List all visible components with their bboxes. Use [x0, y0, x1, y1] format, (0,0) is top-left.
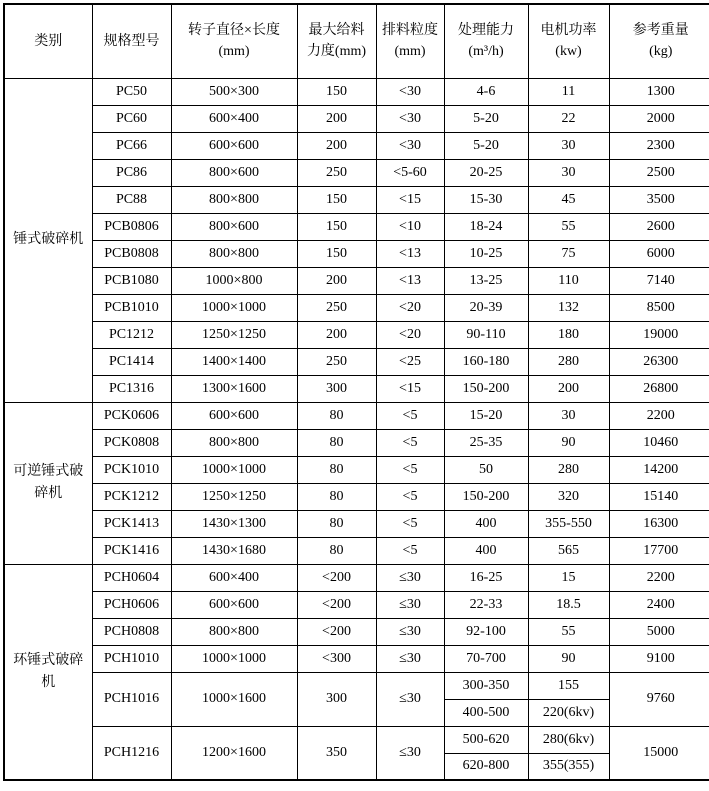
- table-row: [4, 456, 709, 483]
- table-row: [4, 186, 709, 213]
- cell-power: 55: [528, 618, 609, 645]
- cell-model: PC88: [92, 186, 171, 213]
- column-header-discharge: 排料粒度 (mm): [376, 4, 444, 78]
- table-row: [4, 348, 709, 375]
- table-row: [4, 672, 709, 699]
- cell-weight: 9100: [609, 645, 709, 672]
- column-header-capacity: 处理能力 (m³/h): [444, 4, 528, 78]
- cell-discharge: <5-60: [376, 159, 444, 186]
- cell-weight: 2600: [609, 213, 709, 240]
- cell-rotor: 1000×1600: [171, 672, 297, 726]
- cell-discharge: <25: [376, 348, 444, 375]
- cell-capacity: 150-200: [444, 483, 528, 510]
- cell-model: PCK1212: [92, 483, 171, 510]
- table-row: [4, 483, 709, 510]
- cell-rotor: 800×800: [171, 240, 297, 267]
- cell-feed: 300: [297, 672, 376, 726]
- cell-model: PC86: [92, 159, 171, 186]
- cell-power: 90: [528, 429, 609, 456]
- cell-feed: 150: [297, 213, 376, 240]
- cell-model: PC66: [92, 132, 171, 159]
- table-row: [4, 240, 709, 267]
- cell-power: 200: [528, 375, 609, 402]
- table-row: [4, 321, 709, 348]
- cell-feed: 200: [297, 267, 376, 294]
- cell-weight: 7140: [609, 267, 709, 294]
- cell-weight: 26300: [609, 348, 709, 375]
- cell-discharge: <5: [376, 537, 444, 564]
- cell-feed: <300: [297, 645, 376, 672]
- cell-weight: 5000: [609, 618, 709, 645]
- cell-weight: 9760: [609, 672, 709, 726]
- cell-capacity: 620-800: [444, 753, 528, 780]
- cell-capacity: 16-25: [444, 564, 528, 591]
- cell-discharge: <5: [376, 429, 444, 456]
- table-header: [4, 4, 709, 78]
- cell-weight: 10460: [609, 429, 709, 456]
- table-row: [4, 429, 709, 456]
- cell-rotor: 800×800: [171, 618, 297, 645]
- cell-model: PCH0606: [92, 591, 171, 618]
- cell-capacity: 20-39: [444, 294, 528, 321]
- cell-discharge: ≤30: [376, 564, 444, 591]
- cell-power: 18.5: [528, 591, 609, 618]
- cell-model: PC1212: [92, 321, 171, 348]
- category-cell: 可逆锤式破 碎机: [4, 402, 92, 564]
- column-header-model: 规格型号: [92, 4, 171, 78]
- cell-discharge: <5: [376, 483, 444, 510]
- cell-feed: <200: [297, 564, 376, 591]
- cell-capacity: 5-20: [444, 132, 528, 159]
- cell-rotor: 1200×1600: [171, 726, 297, 780]
- cell-power: 45: [528, 186, 609, 213]
- cell-capacity: 400: [444, 510, 528, 537]
- cell-feed: <200: [297, 591, 376, 618]
- cell-power: 22: [528, 105, 609, 132]
- cell-discharge: <15: [376, 375, 444, 402]
- cell-power: 90: [528, 645, 609, 672]
- cell-model: PCK1010: [92, 456, 171, 483]
- cell-model: PCK0606: [92, 402, 171, 429]
- cell-rotor: 800×800: [171, 186, 297, 213]
- cell-discharge: <10: [376, 213, 444, 240]
- cell-rotor: 1250×1250: [171, 321, 297, 348]
- cell-power: 155: [528, 672, 609, 699]
- cell-weight: 14200: [609, 456, 709, 483]
- cell-model: PC60: [92, 105, 171, 132]
- cell-weight: 3500: [609, 186, 709, 213]
- cell-capacity: 13-25: [444, 267, 528, 294]
- cell-model: PCH0604: [92, 564, 171, 591]
- column-header-category: 类别: [4, 4, 92, 78]
- cell-feed: 80: [297, 483, 376, 510]
- cell-model: PCH1216: [92, 726, 171, 780]
- cell-model: PC50: [92, 78, 171, 105]
- cell-capacity: 22-33: [444, 591, 528, 618]
- cell-discharge: <13: [376, 267, 444, 294]
- cell-weight: 2400: [609, 591, 709, 618]
- crusher-spec-table: [3, 3, 709, 781]
- table-row: [4, 726, 709, 753]
- category-cell: 环锤式破碎 机: [4, 564, 92, 780]
- cell-power: 355-550: [528, 510, 609, 537]
- cell-rotor: 600×600: [171, 402, 297, 429]
- cell-weight: 2300: [609, 132, 709, 159]
- cell-capacity: 10-25: [444, 240, 528, 267]
- cell-model: PCH0808: [92, 618, 171, 645]
- table-row: [4, 564, 709, 591]
- cell-capacity: 5-20: [444, 105, 528, 132]
- cell-model: PCK1413: [92, 510, 171, 537]
- cell-feed: 150: [297, 240, 376, 267]
- cell-power: 280: [528, 456, 609, 483]
- cell-discharge: <30: [376, 78, 444, 105]
- cell-model: PCB1010: [92, 294, 171, 321]
- cell-weight: 16300: [609, 510, 709, 537]
- cell-rotor: 1400×1400: [171, 348, 297, 375]
- cell-rotor: 600×400: [171, 564, 297, 591]
- table-row: [4, 159, 709, 186]
- cell-capacity: 15-20: [444, 402, 528, 429]
- cell-discharge: <13: [376, 240, 444, 267]
- cell-weight: 2200: [609, 564, 709, 591]
- column-header-rotor: 转子直径×长度 (mm): [171, 4, 297, 78]
- cell-capacity: 150-200: [444, 375, 528, 402]
- cell-weight: 2200: [609, 402, 709, 429]
- cell-rotor: 1000×1000: [171, 645, 297, 672]
- cell-power: 55: [528, 213, 609, 240]
- cell-rotor: 1000×800: [171, 267, 297, 294]
- cell-power: 220(6kv): [528, 699, 609, 726]
- cell-power: 180: [528, 321, 609, 348]
- cell-capacity: 4-6: [444, 78, 528, 105]
- cell-capacity: 18-24: [444, 213, 528, 240]
- cell-feed: 250: [297, 294, 376, 321]
- cell-power: 110: [528, 267, 609, 294]
- cell-model: PC1414: [92, 348, 171, 375]
- cell-capacity: 90-110: [444, 321, 528, 348]
- cell-weight: 15000: [609, 726, 709, 780]
- cell-feed: <200: [297, 618, 376, 645]
- cell-capacity: 25-35: [444, 429, 528, 456]
- cell-power: 30: [528, 132, 609, 159]
- cell-rotor: 1300×1600: [171, 375, 297, 402]
- cell-feed: 80: [297, 402, 376, 429]
- cell-rotor: 800×600: [171, 213, 297, 240]
- cell-capacity: 50: [444, 456, 528, 483]
- cell-feed: 200: [297, 321, 376, 348]
- cell-weight: 19000: [609, 321, 709, 348]
- cell-weight: 1300: [609, 78, 709, 105]
- cell-weight: 8500: [609, 294, 709, 321]
- cell-model: PCH1016: [92, 672, 171, 726]
- cell-discharge: <20: [376, 294, 444, 321]
- cell-rotor: 600×400: [171, 105, 297, 132]
- cell-rotor: 1000×1000: [171, 294, 297, 321]
- table-row: [4, 645, 709, 672]
- category-cell: 锤式破碎机: [4, 78, 92, 402]
- cell-feed: 200: [297, 105, 376, 132]
- cell-feed: 250: [297, 348, 376, 375]
- cell-feed: 80: [297, 510, 376, 537]
- cell-capacity: 70-700: [444, 645, 528, 672]
- cell-capacity: 400-500: [444, 699, 528, 726]
- cell-power: 280(6kv): [528, 726, 609, 753]
- cell-power: 30: [528, 159, 609, 186]
- cell-feed: 350: [297, 726, 376, 780]
- cell-discharge: ≤30: [376, 645, 444, 672]
- cell-model: PCK0808: [92, 429, 171, 456]
- cell-feed: 80: [297, 429, 376, 456]
- table-row: [4, 402, 709, 429]
- cell-model: PCK1416: [92, 537, 171, 564]
- cell-model: PC1316: [92, 375, 171, 402]
- cell-rotor: 600×600: [171, 132, 297, 159]
- column-header-feed: 最大给料 力度(mm): [297, 4, 376, 78]
- table-row: [4, 294, 709, 321]
- cell-power: 280: [528, 348, 609, 375]
- header-row: [4, 4, 709, 78]
- cell-discharge: ≤30: [376, 672, 444, 726]
- cell-weight: 2000: [609, 105, 709, 132]
- cell-weight: 2500: [609, 159, 709, 186]
- table-row: [4, 375, 709, 402]
- cell-power: 320: [528, 483, 609, 510]
- cell-rotor: 1000×1000: [171, 456, 297, 483]
- cell-model: PCB0808: [92, 240, 171, 267]
- cell-discharge: <15: [376, 186, 444, 213]
- cell-rotor: 1430×1680: [171, 537, 297, 564]
- cell-capacity: 92-100: [444, 618, 528, 645]
- cell-discharge: <30: [376, 105, 444, 132]
- table-row: [4, 537, 709, 564]
- cell-feed: 150: [297, 186, 376, 213]
- cell-rotor: 500×300: [171, 78, 297, 105]
- cell-discharge: <20: [376, 321, 444, 348]
- cell-rotor: 800×600: [171, 159, 297, 186]
- table-row: [4, 591, 709, 618]
- cell-feed: 200: [297, 132, 376, 159]
- table-row: [4, 105, 709, 132]
- cell-weight: 6000: [609, 240, 709, 267]
- table-row: [4, 213, 709, 240]
- cell-power: 11: [528, 78, 609, 105]
- column-header-weight: 参考重量 (kg): [609, 4, 709, 78]
- table-row: [4, 132, 709, 159]
- cell-feed: 250: [297, 159, 376, 186]
- cell-feed: 300: [297, 375, 376, 402]
- cell-model: PCH1010: [92, 645, 171, 672]
- cell-power: 355(355): [528, 753, 609, 780]
- table-row: [4, 618, 709, 645]
- cell-rotor: 1250×1250: [171, 483, 297, 510]
- cell-capacity: 400: [444, 537, 528, 564]
- cell-feed: 80: [297, 456, 376, 483]
- cell-capacity: 300-350: [444, 672, 528, 699]
- cell-rotor: 600×600: [171, 591, 297, 618]
- cell-model: PCB1080: [92, 267, 171, 294]
- column-header-power: 电机功率 (kw): [528, 4, 609, 78]
- cell-discharge: <5: [376, 510, 444, 537]
- cell-discharge: <5: [376, 402, 444, 429]
- cell-feed: 80: [297, 537, 376, 564]
- cell-capacity: 500-620: [444, 726, 528, 753]
- cell-power: 132: [528, 294, 609, 321]
- cell-discharge: ≤30: [376, 618, 444, 645]
- cell-power: 30: [528, 402, 609, 429]
- cell-power: 15: [528, 564, 609, 591]
- cell-model: PCB0806: [92, 213, 171, 240]
- cell-weight: 15140: [609, 483, 709, 510]
- table-body: [4, 78, 709, 780]
- cell-discharge: ≤30: [376, 726, 444, 780]
- cell-discharge: ≤30: [376, 591, 444, 618]
- cell-capacity: 20-25: [444, 159, 528, 186]
- cell-capacity: 15-30: [444, 186, 528, 213]
- cell-discharge: <5: [376, 456, 444, 483]
- cell-weight: 26800: [609, 375, 709, 402]
- table-row: [4, 267, 709, 294]
- table-row: [4, 510, 709, 537]
- cell-power: 565: [528, 537, 609, 564]
- cell-power: 75: [528, 240, 609, 267]
- cell-discharge: <30: [376, 132, 444, 159]
- cell-rotor: 800×800: [171, 429, 297, 456]
- cell-capacity: 160-180: [444, 348, 528, 375]
- cell-rotor: 1430×1300: [171, 510, 297, 537]
- cell-feed: 150: [297, 78, 376, 105]
- cell-weight: 17700: [609, 537, 709, 564]
- table-row: [4, 78, 709, 105]
